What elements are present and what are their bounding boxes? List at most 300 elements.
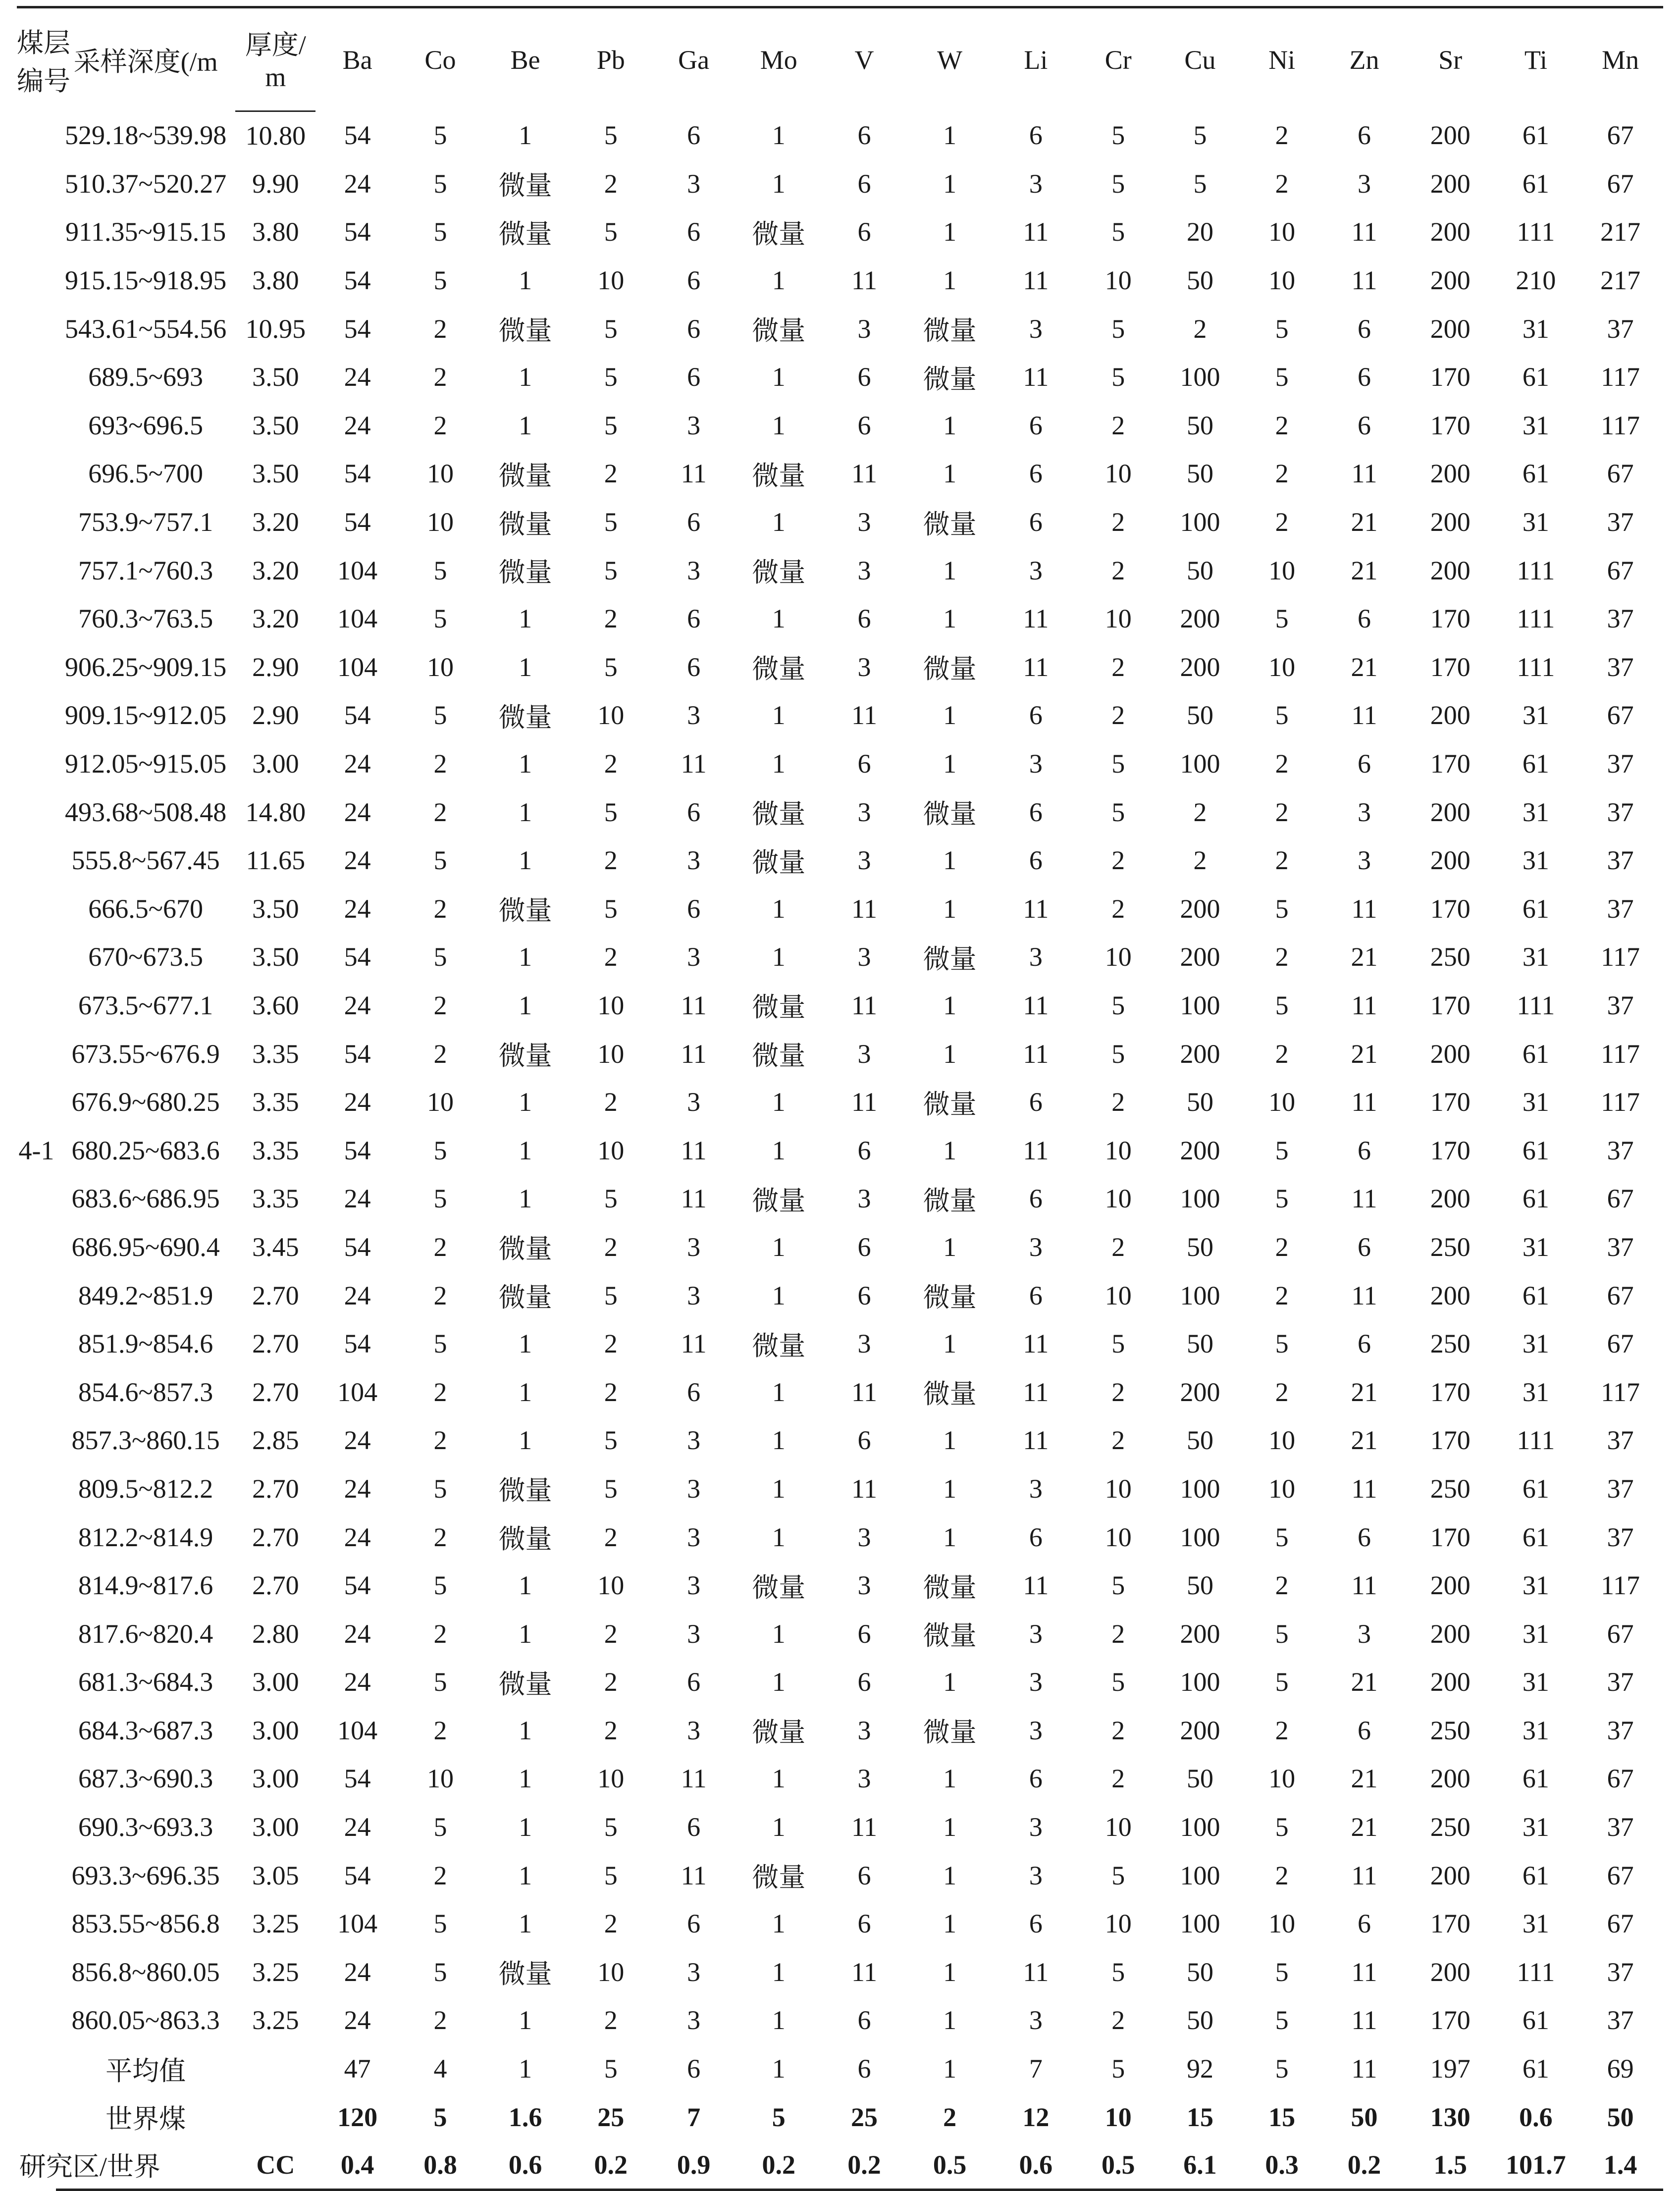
value-cell: 2 bbox=[1275, 749, 1289, 779]
value-cell: 微量 bbox=[498, 509, 552, 539]
value-cell: 微量 bbox=[752, 461, 806, 491]
value-cell: 11 bbox=[851, 1812, 877, 1842]
value-cell: 3 bbox=[1029, 749, 1043, 779]
depth-cell: 684.3~687.3 bbox=[78, 1715, 213, 1745]
value-cell: 250 bbox=[1430, 1232, 1470, 1262]
summary-value-cell: 0.2 bbox=[1322, 2141, 1407, 2190]
value-cell: 54 bbox=[344, 265, 371, 296]
value-cell: 1 bbox=[943, 1522, 957, 1552]
value-cell: 5 bbox=[604, 1184, 618, 1214]
depth-cell: 906.25~909.15 bbox=[64, 652, 227, 682]
value-cell: 61 bbox=[1522, 459, 1549, 489]
value-cell: 37 bbox=[1607, 1957, 1634, 1987]
value-cell: 1 bbox=[943, 410, 957, 440]
value-cell: 6 bbox=[1029, 845, 1043, 876]
value-cell: 2 bbox=[604, 1377, 618, 1407]
value-cell: 170 bbox=[1430, 410, 1470, 440]
summary-value-cell: 0.2 bbox=[735, 2141, 823, 2190]
value-cell: 2 bbox=[433, 362, 447, 392]
value-cell: 11 bbox=[1351, 893, 1377, 924]
value-cell: 50 bbox=[1186, 2005, 1213, 2035]
value-cell: 54 bbox=[344, 700, 371, 730]
value-cell: 3 bbox=[687, 1570, 701, 1601]
value-cell: 67 bbox=[1607, 120, 1634, 151]
value-cell: 5 bbox=[604, 893, 618, 924]
value-cell: 6 bbox=[1029, 700, 1043, 730]
thickness-cell: 3.20 bbox=[252, 604, 299, 634]
value-cell: 1 bbox=[943, 893, 957, 924]
value-cell: 210 bbox=[1516, 265, 1556, 296]
value-cell: 3 bbox=[1357, 845, 1371, 876]
value-cell: 31 bbox=[1522, 1667, 1549, 1697]
value-cell: 2 bbox=[433, 410, 447, 440]
value-cell: 21 bbox=[1351, 1812, 1378, 1842]
value-cell: 2 bbox=[604, 604, 618, 634]
summary-value-cell: 0.4 bbox=[315, 2141, 399, 2190]
value-cell: 5 bbox=[604, 1425, 618, 1456]
element-header: Ti bbox=[1494, 7, 1577, 111]
value-cell: 67 bbox=[1607, 1184, 1634, 1214]
value-cell: 6 bbox=[687, 507, 701, 537]
value-cell: 1 bbox=[519, 362, 532, 392]
value-cell: 6 bbox=[1029, 797, 1043, 827]
element-header: Li bbox=[994, 7, 1078, 111]
value-cell: 37 bbox=[1607, 652, 1634, 682]
depth-cell: 857.3~860.15 bbox=[71, 1425, 220, 1456]
value-cell: 104 bbox=[337, 555, 378, 585]
value-cell: 11 bbox=[851, 700, 877, 730]
value-cell: 微量 bbox=[752, 558, 806, 588]
value-cell: 6 bbox=[857, 1280, 871, 1310]
value-cell: 61 bbox=[1522, 1135, 1549, 1165]
value-cell: 1 bbox=[519, 1570, 532, 1601]
value-cell: 6 bbox=[1357, 120, 1371, 151]
value-cell: 6 bbox=[687, 313, 701, 344]
value-cell: 1 bbox=[943, 604, 957, 634]
trace-element-table bbox=[17, 6, 1663, 2191]
value-cell: 200 bbox=[1430, 555, 1470, 585]
value-cell: 1 bbox=[772, 1667, 786, 1697]
thickness-cell: 3.50 bbox=[252, 942, 299, 972]
value-cell: 5 bbox=[433, 845, 447, 876]
summary-value-cell: 197 bbox=[1430, 2054, 1470, 2084]
value-cell: 117 bbox=[1601, 410, 1640, 440]
value-cell: 3 bbox=[687, 700, 701, 730]
value-cell: 5 bbox=[604, 1812, 618, 1842]
value-cell: 3 bbox=[1357, 168, 1371, 199]
element-header: Ni bbox=[1242, 7, 1322, 111]
value-cell: 61 bbox=[1522, 2005, 1549, 2035]
value-cell: 5 bbox=[1111, 1329, 1125, 1359]
value-cell: 1 bbox=[943, 700, 957, 730]
value-cell: 3 bbox=[687, 845, 701, 876]
value-cell: 21 bbox=[1351, 942, 1378, 972]
value-cell: 微量 bbox=[498, 558, 552, 588]
value-cell: 2 bbox=[604, 1667, 618, 1697]
value-cell: 31 bbox=[1522, 1715, 1549, 1745]
table-row bbox=[17, 1078, 1663, 1126]
value-cell: 3 bbox=[687, 2005, 701, 2035]
value-cell: 50 bbox=[1186, 1087, 1213, 1117]
value-cell: 11 bbox=[1023, 1570, 1049, 1601]
summary-value-cell: 4 bbox=[433, 2054, 447, 2084]
value-cell: 24 bbox=[344, 1184, 371, 1214]
depth-cell: 854.6~857.3 bbox=[78, 1377, 213, 1407]
value-cell: 24 bbox=[344, 1812, 371, 1842]
value-cell: 6 bbox=[1357, 604, 1371, 634]
value-cell: 1 bbox=[772, 1232, 786, 1262]
value-cell: 10 bbox=[1268, 217, 1296, 247]
value-cell: 2 bbox=[1111, 700, 1125, 730]
value-cell: 54 bbox=[344, 1135, 371, 1165]
value-cell: 2 bbox=[1111, 1232, 1125, 1262]
value-cell: 200 bbox=[1430, 459, 1470, 489]
value-cell: 5 bbox=[433, 217, 447, 247]
value-cell: 250 bbox=[1430, 1812, 1470, 1842]
depth-cell: 670~673.5 bbox=[88, 942, 203, 972]
value-cell: 1 bbox=[943, 1473, 957, 1504]
value-cell: 21 bbox=[1351, 1667, 1378, 1697]
value-cell: 3 bbox=[687, 1522, 701, 1552]
value-cell: 67 bbox=[1607, 1280, 1634, 1310]
value-cell: 微量 bbox=[752, 316, 806, 346]
value-cell: 6 bbox=[687, 1909, 701, 1939]
value-cell: 1 bbox=[519, 1860, 532, 1890]
value-cell: 3 bbox=[687, 410, 701, 440]
value-cell: 微量 bbox=[923, 364, 977, 394]
value-cell: 1 bbox=[772, 1135, 786, 1165]
value-cell: 54 bbox=[344, 1039, 371, 1069]
summary-value-cell: 47 bbox=[344, 2054, 371, 2084]
value-cell: 67 bbox=[1607, 1764, 1634, 1794]
value-cell: 5 bbox=[1275, 1957, 1289, 1987]
value-cell: 6 bbox=[1357, 1232, 1371, 1262]
depth-cell: 493.68~508.48 bbox=[64, 797, 227, 827]
value-cell: 21 bbox=[1351, 1377, 1378, 1407]
value-cell: 5 bbox=[1275, 893, 1289, 924]
element-header: Zn bbox=[1322, 7, 1407, 111]
element-header: V bbox=[823, 7, 906, 111]
value-cell: 3 bbox=[1029, 1812, 1043, 1842]
value-cell: 微量 bbox=[498, 1476, 552, 1506]
value-cell: 10 bbox=[1104, 1473, 1132, 1504]
value-cell: 2 bbox=[1275, 1280, 1289, 1310]
value-cell: 2 bbox=[1275, 459, 1289, 489]
value-cell: 200 bbox=[1430, 1618, 1470, 1649]
value-cell: 1 bbox=[772, 1909, 786, 1939]
value-cell: 170 bbox=[1430, 990, 1470, 1020]
average-row bbox=[17, 2044, 1663, 2093]
value-cell: 67 bbox=[1607, 168, 1634, 199]
value-cell: 67 bbox=[1607, 1909, 1634, 1939]
value-cell: 5 bbox=[604, 1280, 618, 1310]
value-cell: 31 bbox=[1522, 700, 1549, 730]
table-row bbox=[17, 1416, 1663, 1465]
element-header: Ba bbox=[315, 7, 399, 111]
thickness-cell: 3.50 bbox=[252, 410, 299, 440]
value-cell: 10 bbox=[1104, 1280, 1132, 1310]
value-cell: 10 bbox=[597, 1039, 625, 1069]
value-cell: 3 bbox=[1029, 1667, 1043, 1697]
table-row bbox=[17, 981, 1663, 1030]
value-cell: 6 bbox=[1029, 1184, 1043, 1214]
value-cell: 3 bbox=[1029, 1232, 1043, 1262]
value-cell: 24 bbox=[344, 1087, 371, 1117]
value-cell: 6 bbox=[1357, 1909, 1371, 1939]
value-cell: 100 bbox=[1180, 362, 1220, 392]
value-cell: 50 bbox=[1186, 1957, 1213, 1987]
depth-header: 采样深度(/m bbox=[56, 7, 235, 111]
value-cell: 微量 bbox=[752, 1331, 806, 1361]
depth-cell: 673.55~676.9 bbox=[71, 1039, 220, 1069]
value-cell: 67 bbox=[1607, 459, 1634, 489]
value-cell: 1 bbox=[519, 1618, 532, 1649]
summary-value-cell: 130 bbox=[1430, 2102, 1470, 2132]
summary-value-cell: 0.6 bbox=[1519, 2102, 1553, 2132]
value-cell: 37 bbox=[1607, 749, 1634, 779]
table-row bbox=[17, 401, 1663, 450]
value-cell: 3 bbox=[1357, 797, 1371, 827]
value-cell: 5 bbox=[433, 1667, 447, 1697]
element-header: W bbox=[906, 7, 994, 111]
value-cell: 217 bbox=[1600, 265, 1641, 296]
value-cell: 2 bbox=[1111, 652, 1125, 682]
depth-cell: 676.9~680.25 bbox=[71, 1087, 220, 1117]
value-cell: 11 bbox=[1351, 1473, 1377, 1504]
value-cell: 微量 bbox=[498, 1283, 552, 1313]
value-cell: 50 bbox=[1186, 1764, 1213, 1794]
value-cell: 37 bbox=[1607, 507, 1634, 537]
thickness-cell: 3.50 bbox=[252, 362, 299, 392]
value-cell: 2 bbox=[1275, 1039, 1289, 1069]
summary-value-cell: 6 bbox=[857, 2054, 871, 2084]
value-cell: 24 bbox=[344, 1280, 371, 1310]
value-cell: 5 bbox=[433, 700, 447, 730]
value-cell: 10 bbox=[1268, 555, 1296, 585]
value-cell: 24 bbox=[344, 362, 371, 392]
value-cell: 5 bbox=[433, 168, 447, 199]
value-cell: 5 bbox=[604, 217, 618, 247]
value-cell: 微量 bbox=[923, 1283, 977, 1313]
summary-value-cell: 1.6 bbox=[508, 2102, 542, 2132]
value-cell: 2 bbox=[433, 1522, 447, 1552]
value-cell: 1 bbox=[772, 942, 786, 972]
depth-cell: 760.3~763.5 bbox=[78, 604, 213, 634]
value-cell: 2 bbox=[433, 990, 447, 1020]
value-cell: 微量 bbox=[923, 1379, 977, 1409]
summary-value-cell: 1 bbox=[772, 2054, 786, 2084]
table-row bbox=[17, 546, 1663, 595]
value-cell: 50 bbox=[1186, 1232, 1213, 1262]
value-cell: 10 bbox=[1104, 1909, 1132, 1939]
element-header: Mo bbox=[735, 7, 823, 111]
thickness-cell: 14.80 bbox=[245, 797, 306, 827]
thickness-cell: 3.25 bbox=[252, 2005, 299, 2035]
value-cell: 2 bbox=[604, 749, 618, 779]
value-cell: 6 bbox=[687, 1377, 701, 1407]
summary-value-cell: 1 bbox=[519, 2054, 532, 2084]
value-cell: 200 bbox=[1180, 893, 1220, 924]
value-cell: 5 bbox=[604, 797, 618, 827]
seam-id-cell: 4-1 bbox=[18, 1135, 54, 1165]
value-cell: 10 bbox=[1104, 265, 1132, 296]
thickness-cell: 2.90 bbox=[252, 700, 299, 730]
value-cell: 11 bbox=[851, 893, 877, 924]
value-cell: 11 bbox=[1023, 265, 1049, 296]
value-cell: 11 bbox=[851, 990, 877, 1020]
value-cell: 11 bbox=[681, 1329, 707, 1359]
value-cell: 10 bbox=[1268, 1425, 1296, 1456]
table-row bbox=[17, 691, 1663, 740]
value-cell: 微量 bbox=[923, 1089, 977, 1119]
value-cell: 11 bbox=[851, 1957, 877, 1987]
value-cell: 6 bbox=[1357, 749, 1371, 779]
summary-value-cell: 6 bbox=[687, 2054, 701, 2084]
value-cell: 61 bbox=[1522, 1860, 1549, 1890]
value-cell: 3 bbox=[1029, 313, 1043, 344]
thickness-cell: 10.80 bbox=[245, 121, 306, 151]
thickness-cell: 3.05 bbox=[252, 1860, 299, 1890]
value-cell: 3 bbox=[857, 1715, 871, 1745]
table-row bbox=[17, 1223, 1663, 1271]
value-cell: 11 bbox=[681, 1860, 707, 1890]
value-cell: 3 bbox=[687, 1715, 701, 1745]
value-cell: 11 bbox=[1351, 1860, 1377, 1890]
value-cell: 1 bbox=[943, 1764, 957, 1794]
thickness-cell: 3.80 bbox=[252, 217, 299, 247]
thickness-cell: 3.20 bbox=[252, 507, 299, 537]
summary-value-cell: 0.2 bbox=[569, 2141, 652, 2190]
value-cell: 37 bbox=[1607, 797, 1634, 827]
value-cell: 50 bbox=[1186, 555, 1213, 585]
value-cell: 24 bbox=[344, 845, 371, 876]
value-cell: 6 bbox=[857, 749, 871, 779]
value-cell: 1 bbox=[519, 604, 532, 634]
value-cell: 微量 bbox=[752, 992, 806, 1023]
value-cell: 10 bbox=[1104, 1184, 1132, 1214]
value-cell: 100 bbox=[1180, 1667, 1220, 1697]
value-cell: 117 bbox=[1601, 1377, 1640, 1407]
value-cell: 微量 bbox=[752, 1572, 806, 1603]
summary-value-cell: 0.2 bbox=[823, 2141, 906, 2190]
value-cell: 5 bbox=[1275, 1184, 1289, 1214]
value-cell: 31 bbox=[1522, 410, 1549, 440]
value-cell: 170 bbox=[1430, 2005, 1470, 2035]
value-cell: 1 bbox=[519, 265, 532, 296]
value-cell: 11 bbox=[1023, 990, 1049, 1020]
value-cell: 2 bbox=[433, 749, 447, 779]
summary-value-cell: 61 bbox=[1522, 2054, 1549, 2084]
value-cell: 6 bbox=[1029, 1764, 1043, 1794]
depth-cell: 696.5~700 bbox=[88, 459, 203, 489]
value-cell: 6 bbox=[687, 893, 701, 924]
element-header: Pb bbox=[569, 7, 652, 111]
summary-value-cell: 15 bbox=[1186, 2102, 1213, 2132]
value-cell: 170 bbox=[1430, 1377, 1470, 1407]
thickness-cell: 3.20 bbox=[252, 555, 299, 585]
value-cell: 11 bbox=[1023, 1135, 1049, 1165]
value-cell: 5 bbox=[1111, 120, 1125, 151]
value-cell: 24 bbox=[344, 1618, 371, 1649]
table-row bbox=[17, 256, 1663, 305]
table-row bbox=[17, 1561, 1663, 1610]
empty-cell bbox=[235, 2093, 315, 2141]
value-cell: 5 bbox=[1275, 990, 1289, 1020]
value-cell: 5 bbox=[433, 1812, 447, 1842]
value-cell: 1 bbox=[772, 265, 786, 296]
value-cell: 31 bbox=[1522, 1087, 1549, 1117]
value-cell: 2 bbox=[1275, 1860, 1289, 1890]
value-cell: 1 bbox=[943, 990, 957, 1020]
value-cell: 5 bbox=[1111, 217, 1125, 247]
value-cell: 37 bbox=[1607, 1135, 1634, 1165]
value-cell: 11 bbox=[851, 265, 877, 296]
ratio-row bbox=[17, 2141, 1663, 2190]
thickness-cell: 2.70 bbox=[252, 1329, 299, 1359]
value-cell: 170 bbox=[1430, 893, 1470, 924]
table-row bbox=[17, 1996, 1663, 2045]
value-cell: 100 bbox=[1180, 1812, 1220, 1842]
value-cell: 1 bbox=[772, 1377, 786, 1407]
value-cell: 5 bbox=[1193, 120, 1207, 151]
value-cell: 1 bbox=[943, 1425, 957, 1456]
value-cell: 2 bbox=[1111, 1715, 1125, 1745]
summary-label: 平均值 bbox=[105, 2056, 186, 2086]
value-cell: 24 bbox=[344, 797, 371, 827]
value-cell: 6 bbox=[857, 1618, 871, 1649]
value-cell: 1 bbox=[943, 1039, 957, 1069]
value-cell: 170 bbox=[1430, 1522, 1470, 1552]
thickness-cell: 2.90 bbox=[252, 652, 299, 682]
value-cell: 24 bbox=[344, 1957, 371, 1987]
value-cell: 微量 bbox=[752, 1718, 806, 1748]
value-cell: 11 bbox=[1023, 1329, 1049, 1359]
value-cell: 微量 bbox=[498, 1524, 552, 1555]
value-cell: 6 bbox=[1357, 1522, 1371, 1552]
value-cell: 2 bbox=[1193, 845, 1207, 876]
value-cell: 5 bbox=[604, 313, 618, 344]
value-cell: 1 bbox=[943, 1957, 957, 1987]
summary-value-cell: 5 bbox=[772, 2102, 786, 2132]
thickness-cell: 3.45 bbox=[252, 1232, 299, 1262]
value-cell: 3 bbox=[1029, 1473, 1043, 1504]
value-cell: 1 bbox=[943, 749, 957, 779]
thickness-cell: 3.00 bbox=[252, 749, 299, 779]
value-cell: 2 bbox=[433, 1039, 447, 1069]
value-cell: 200 bbox=[1430, 265, 1470, 296]
value-cell: 111 bbox=[1517, 652, 1555, 682]
thickness-cell: 3.00 bbox=[252, 1715, 299, 1745]
value-cell: 6 bbox=[687, 1667, 701, 1697]
value-cell: 6 bbox=[857, 1909, 871, 1939]
value-cell: 5 bbox=[604, 652, 618, 682]
value-cell: 61 bbox=[1522, 168, 1549, 199]
value-cell: 11 bbox=[1351, 700, 1377, 730]
value-cell: 200 bbox=[1180, 1135, 1220, 1165]
value-cell: 10 bbox=[597, 265, 625, 296]
value-cell: 50 bbox=[1186, 1329, 1213, 1359]
value-cell: 11 bbox=[1023, 604, 1049, 634]
value-cell: 3 bbox=[687, 942, 701, 972]
table-row bbox=[17, 1464, 1663, 1513]
value-cell: 37 bbox=[1607, 1232, 1634, 1262]
value-cell: 5 bbox=[1275, 1135, 1289, 1165]
value-cell: 2 bbox=[1111, 1618, 1125, 1649]
table-row bbox=[17, 885, 1663, 933]
value-cell: 11 bbox=[1351, 265, 1377, 296]
value-cell: 1 bbox=[519, 1909, 532, 1939]
value-cell: 2 bbox=[433, 1715, 447, 1745]
